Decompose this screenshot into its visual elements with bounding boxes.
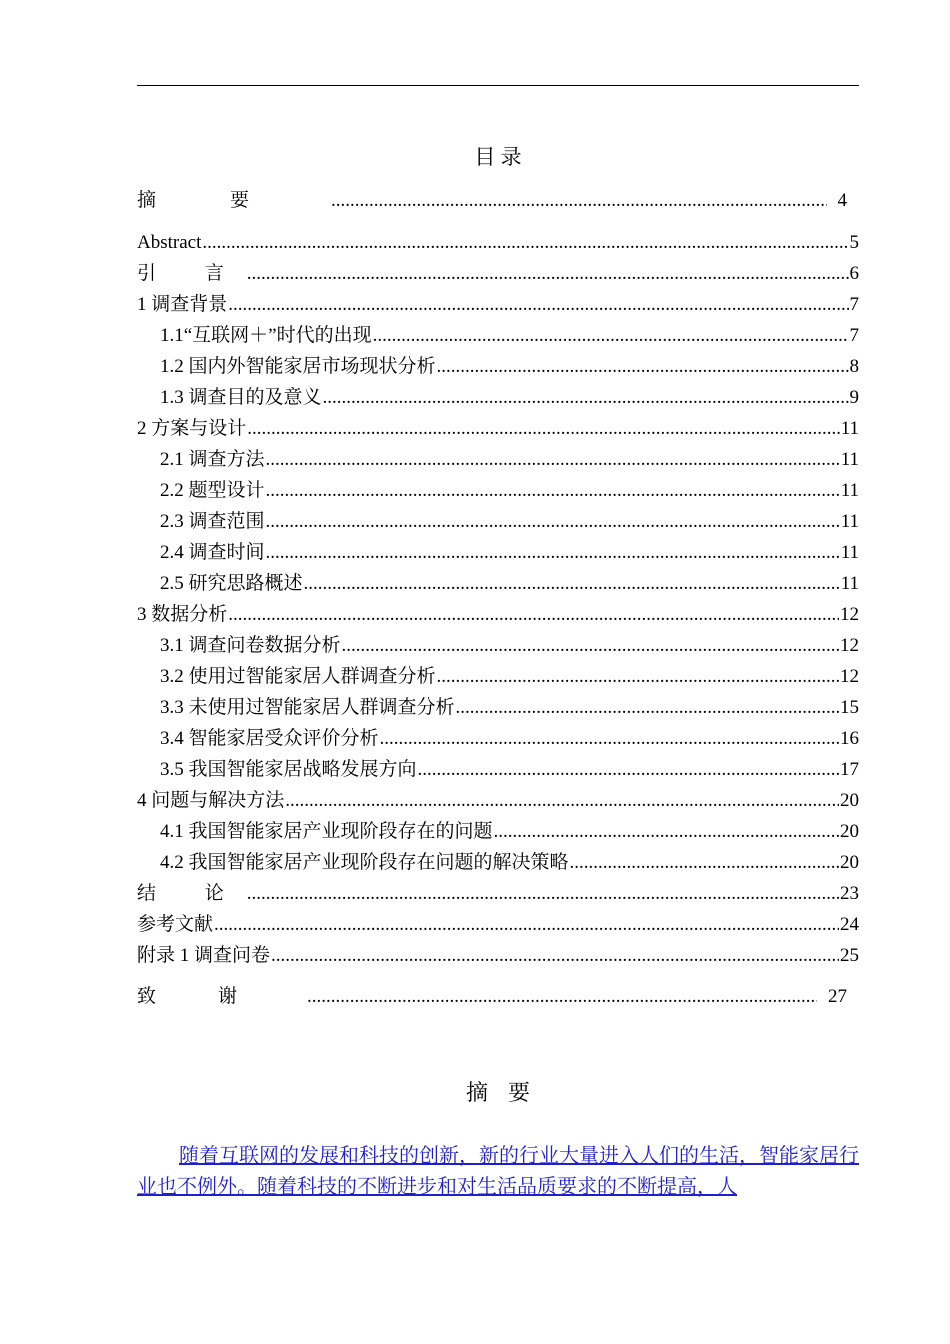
toc-entry-label: 4.1 我国智能家居产业现阶段存在的问题 (160, 821, 493, 842)
toc-entry-section-2-4[interactable] (137, 537, 859, 568)
toc-entry-section-1-2[interactable] (137, 351, 859, 382)
toc-entry-section-3-2[interactable] (137, 661, 859, 692)
toc-entry-page: 4 (837, 190, 847, 211)
toc-entry-label: 3.2 使用过智能家居人群调查分析 (160, 666, 436, 687)
toc-entry-section-3-4[interactable] (137, 723, 859, 754)
toc-leader (380, 723, 839, 754)
toc-entry-page: 16 (840, 728, 859, 749)
toc-entry-section-3-5[interactable] (137, 754, 859, 785)
toc-entry-label: 2 方案与设计 (137, 418, 247, 439)
toc-entry-page: 17 (840, 759, 859, 780)
toc-entry-section-2-5[interactable] (137, 568, 859, 599)
toc-leader (304, 568, 840, 599)
toc-leader (271, 940, 839, 971)
toc-entry-page: 9 (849, 387, 859, 408)
toc-entry-label: 2.3 调查范围 (160, 511, 265, 532)
toc-leader (342, 630, 839, 661)
toc-entry-page: 25 (840, 945, 859, 966)
toc-entry-label: 引 言 (137, 263, 246, 284)
toc-entry-appendix-1[interactable] (137, 940, 859, 971)
toc-entry-abstract-en[interactable] (137, 227, 859, 258)
toc-entry-page: 8 (849, 356, 859, 377)
toc-leader (437, 351, 849, 382)
toc-leader (373, 320, 849, 351)
toc-entry-label: 2.2 题型设计 (160, 480, 265, 501)
toc-entry-label: 1.1“互联网＋”时代的出现 (160, 325, 372, 346)
abstract-heading-char: 要 (508, 1080, 531, 1105)
toc-leader (285, 785, 839, 816)
toc-entry-references[interactable] (137, 909, 859, 940)
toc-entry-chapter-4[interactable] (137, 785, 859, 816)
toc-leader (214, 909, 839, 940)
abstract-heading (137, 1078, 859, 1108)
toc-entry-page: 23 (840, 883, 859, 904)
toc-entry-page: 20 (840, 852, 859, 873)
toc-leader (266, 537, 840, 568)
toc-entry-label: 参考文献 (137, 914, 214, 935)
toc-entry-chapter-1[interactable] (137, 289, 859, 320)
toc-entry-label: 4 问题与解决方法 (137, 790, 285, 811)
toc-entry-page: 12 (840, 604, 859, 625)
toc-leader (456, 692, 839, 723)
toc-entry-chapter-2[interactable] (137, 413, 859, 444)
toc-entry-page: 11 (840, 449, 859, 470)
toc-entry-introduction[interactable] (137, 258, 859, 289)
toc-leader (570, 847, 839, 878)
toc-leader (228, 289, 848, 320)
table-of-contents (137, 186, 859, 1012)
toc-entry-label: 3.1 调查问卷数据分析 (160, 635, 341, 656)
toc-entry-label: 2.4 调查时间 (160, 542, 265, 563)
toc-leader (228, 599, 839, 630)
toc-entry-page: 5 (849, 232, 859, 253)
toc-entry-section-4-2[interactable] (137, 847, 859, 878)
toc-entry-chapter-3[interactable] (137, 599, 859, 630)
toc-leader (202, 227, 848, 258)
abstract-paragraph (137, 1141, 859, 1203)
toc-entry-label: 2.5 研究思路概述 (160, 573, 303, 594)
toc-entry-label: 1.2 国内外智能家居市场现状分析 (160, 356, 436, 377)
toc-entry-page: 15 (840, 697, 859, 718)
toc-entry-page: 11 (840, 418, 859, 439)
toc-entry-page: 7 (849, 325, 859, 346)
toc-entry-section-2-3[interactable] (137, 506, 859, 537)
toc-leader (307, 971, 817, 1012)
abstract-text-link[interactable]: 随着互联网的发展和科技的创新，新的行业大量进入人们的生活，智能家居行业也不例外。随着科技的不断进步和对生活品质要求的不断提高，人 (137, 1145, 859, 1198)
toc-leader (437, 661, 839, 692)
toc-entry-label: 4.2 我国智能家居产业现阶段存在问题的解决策略 (160, 852, 569, 873)
toc-entry-page: 27 (828, 986, 847, 1007)
toc-leader (331, 186, 826, 217)
toc-entry-label: 结 论 (137, 883, 246, 904)
toc-leader (323, 382, 849, 413)
toc-leader (247, 258, 849, 289)
toc-entry-label: 1 调查背景 (137, 294, 228, 315)
toc-leader (418, 754, 839, 785)
toc-leader (266, 444, 840, 475)
toc-leader (266, 475, 840, 506)
toc-entry-section-1-3[interactable] (137, 382, 859, 413)
toc-entry-section-2-2[interactable] (137, 475, 859, 506)
toc-entry-acknowledgements[interactable] (137, 971, 859, 1012)
toc-entry-section-2-1[interactable] (137, 444, 859, 475)
toc-leader (247, 413, 839, 444)
toc-entry-label: 3.4 智能家居受众评价分析 (160, 728, 379, 749)
abstract-heading-char: 摘 (465, 1080, 488, 1105)
toc-entry-page: 24 (840, 914, 859, 935)
toc-entry-label: 3.3 未使用过智能家居人群调查分析 (160, 697, 455, 718)
toc-entry-label: 3.5 我国智能家居战略发展方向 (160, 759, 417, 780)
toc-entry-conclusion[interactable] (137, 878, 859, 909)
toc-entry-section-1-1[interactable] (137, 320, 859, 351)
toc-leader (247, 878, 839, 909)
toc-entry-label: 致谢 (137, 986, 300, 1007)
toc-entry-page: 6 (849, 263, 859, 284)
toc-entry-page: 20 (840, 790, 859, 811)
toc-entry-page: 20 (840, 821, 859, 842)
toc-entry-section-4-1[interactable] (137, 816, 859, 847)
toc-entry-abstract-cn[interactable] (137, 186, 859, 227)
toc-entry-page: 12 (840, 635, 859, 656)
toc-leader (494, 816, 839, 847)
toc-entry-label: Abstract (137, 232, 202, 253)
toc-entry-label: 3 数据分析 (137, 604, 228, 625)
toc-entry-section-3-1[interactable] (137, 630, 859, 661)
toc-entry-label: 摘要 (137, 190, 324, 211)
toc-leader (266, 506, 840, 537)
toc-entry-label: 附录 1 调查问卷 (137, 945, 271, 966)
toc-entry-page: 12 (840, 666, 859, 687)
toc-entry-label: 1.3 调查目的及意义 (160, 387, 322, 408)
toc-entry-page: 11 (840, 573, 859, 594)
toc-entry-page: 7 (849, 294, 859, 315)
toc-entry-page: 11 (840, 542, 859, 563)
toc-entry-page: 11 (840, 511, 859, 532)
header-rule (137, 85, 859, 86)
toc-entry-page: 11 (840, 480, 859, 501)
toc-title: 目 录 (474, 145, 522, 169)
toc-entry-label: 2.1 调查方法 (160, 449, 265, 470)
toc-entry-section-3-3[interactable] (137, 692, 859, 723)
